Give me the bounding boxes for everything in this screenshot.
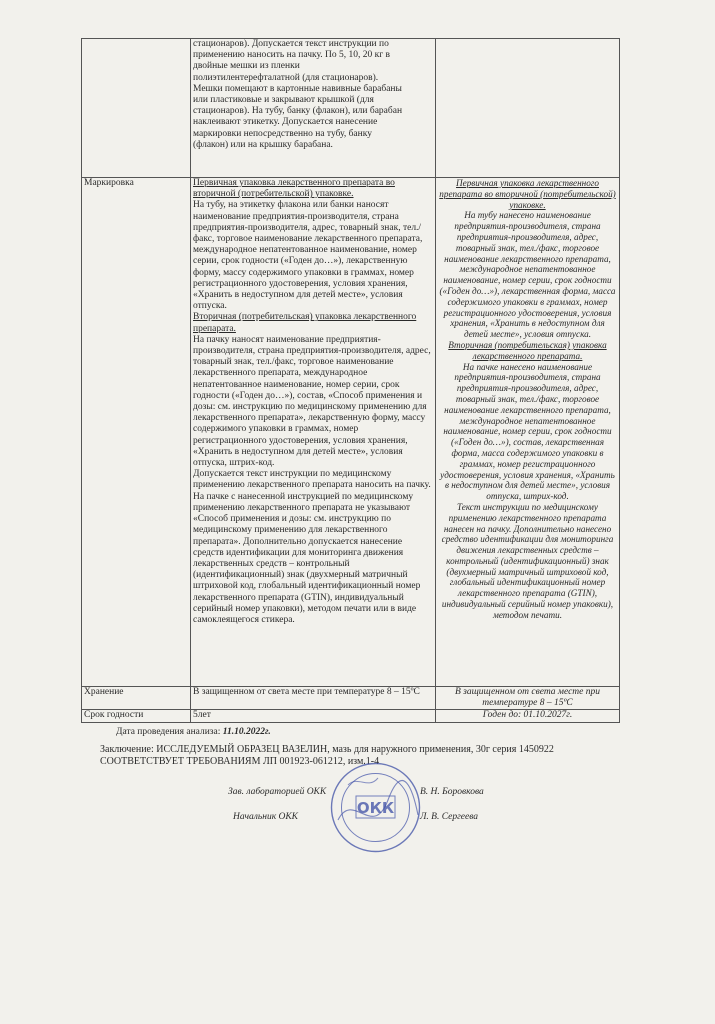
conclusion-prefix: Заключение: xyxy=(100,744,157,755)
analysis-date-label: Дата проведения анализа: xyxy=(116,727,221,737)
packaging-line: применению наносить на пачку. По 5, 10, 20 кг в xyxy=(193,50,391,61)
packaging-line: полиэтилентерефталатной (для стационаров). xyxy=(193,72,379,83)
packaging-line: (флакон) или на крышку барабана. xyxy=(193,139,333,150)
paragraph: На пачке нанесено наименование предприятия-производителя, страна предприятия-производителя, адрес, товарный знак, тел./факс, торговое наименование лекарственного препарата, международное непатентованное наименование, номер серии, срок годности («Годен до…»), состав, лекарственная форма, масса содержимого упаковки в граммах, номер регистрационного удостоверения, условия хранения, «Хранить в недоступном для детей месте», условия отпуска, штрих-код. xyxy=(440,361,615,502)
packaging-line: маркировки непосредственно на тубу, банку xyxy=(193,128,372,139)
section-heading: Первичная упаковка лекарственного препарата во вторичной (потребительской) упаковке. xyxy=(439,178,616,210)
packaging-line: или пластиковые и закрывают крышкой (для xyxy=(193,95,374,106)
chief-name: Л. В. Сергеева xyxy=(420,812,479,822)
table-row-storage xyxy=(82,687,620,710)
packaging-line: стационаров). На тубу, банку (флакон), или барабан xyxy=(193,106,403,117)
packaging-requirement-cell xyxy=(191,39,436,178)
section-heading: Вторичная (потребительская) упаковка лекарственного препарата. xyxy=(193,312,417,334)
table-row-shelf-life xyxy=(82,710,620,722)
paragraph: Допускается текст инструкции по медицинскому применению лекарственного препарата наносить на пачку. На пачке с нанесенной инструкцией по медицинскому применению лекарственного препарата не указывают «Способ применения и дозы: см. инструкцию по медицинскому применению для лекарственного препарата». Дополнительно допускается нанесение средств идентификации для мониторинга движения лекарственных средств – контрольный (идентификационный) знак (двухмерный матричный штриховой код, глобальный идентификационный номер лекарственного препарата (GTIN), индивидуальный серийный номер упаковки), методом печати или в виде самоклеящегося стикера. xyxy=(193,469,431,625)
conclusion-line2: СООТВЕТСТВУЕТ ТРЕБОВАНИЯМ ЛП 001923-061212, изм.1-4 xyxy=(100,756,380,767)
marking-requirement-cell xyxy=(191,178,436,687)
row-label: Срок годности xyxy=(82,710,191,722)
head-lab-name: В. Н. Боровкова xyxy=(420,787,484,797)
cell-empty xyxy=(436,39,620,178)
row-label: Маркировка xyxy=(82,178,191,687)
packaging-line: наклеивают этикетку. Допускается нанесение xyxy=(193,117,378,128)
table-row-packaging xyxy=(82,39,620,178)
paragraph: На пачку наносят наименование предприятия-производителя, страна предприятия-производителя, адрес, товарный знак, тел./факс, торговое наименование лекарственного препарата, международное непатентованное наименование, номер серии, срок годности («Годен до…»), состав, «Способ применения и дозы: см. инструкцию по медицинскому применению для лекарственного препарата», лекарственную форму, массу содержимого упаковки в граммах, номер регистрационного удостоверения, условия хранения, «Хранить в недоступном для детей месте», условия отпуска, штрих-код. xyxy=(193,334,431,469)
storage-result-cell: В защищенном от света месте при температуре 8 – 15ºС xyxy=(436,687,620,710)
paragraph: На тубу нанесено наименование предприятия-производителя, страна предприятия-производителя, адрес, товарный знак, тел./факс, торговое наименование лекарственного препарата, международное непатентованное наименование, номер серии, срок годности («Годен до…»), лекарственная форма, масса содержимого упаковки в граммах, номер регистрационного удостоверения, условия хранения, «Хранить в недоступном для детей месте», условия отпуска. xyxy=(439,210,616,340)
conclusion-text: ИССЛЕДУЕМЫЙ ОБРАЗЕЦ ВАЗЕЛИН, мазь для наружного применения, 30г серия 1450922 xyxy=(156,744,554,755)
paragraph: Текст инструкции по медицинскому применению лекарственного препарата нанесен на пачку. Дополнительно нанесено средство идентификации для мониторинга движения лекарственных средств – контрольный (идентификационный) знак (двухмерный матричный штриховой код, глобальный идентификационный номер лекарственного препарата (GTIN), индивидуальный серийный номер упаковки), методом печати. xyxy=(441,501,614,620)
table-row-marking xyxy=(82,178,620,687)
shelf-life-requirement-cell: 5лет xyxy=(191,710,436,722)
marking-result-cell xyxy=(436,178,620,687)
analysis-date xyxy=(116,727,271,737)
packaging-line: двойные мешки из пленки xyxy=(193,61,300,72)
analysis-date-value: 11.10.2022г. xyxy=(222,727,271,737)
stamp-center-text: ОКК xyxy=(356,799,395,817)
paragraph: На тубу, на этикетку флакона или банки наносят наименование предприятия-производителя, страна предприятия-производителя, адрес, товарный знак, тел./факс, торговое наименование лекарственного препарата, международное непатентованное наименование, номер серии, срок годности («Годен до…»), лекарственную форму, массу содержимого упаковки в граммах, номер регистрационного удостоверения, условия хранения, «Хранить в недоступном для детей месте», условия отпуска. xyxy=(193,200,423,312)
row-label: Хранение xyxy=(82,687,191,710)
packaging-line: стационаров). Допускается текст инструкции по xyxy=(193,39,389,49)
shelf-life-result-cell: Годен до: 01.10.2027г. xyxy=(436,710,620,722)
cell-empty xyxy=(82,39,191,178)
section-heading: Первичная упаковка лекарственного препарата во вторичной (потребительской) упаковке. xyxy=(193,178,395,200)
storage-requirement-cell: В защищенном от света месте при температуре 8 – 15ºС xyxy=(191,687,436,710)
packaging-line: Мешки помещают в картонные навивные барабаны xyxy=(193,83,402,94)
chief-title: Начальник ОКК xyxy=(233,812,298,822)
section-heading: Вторичная (потребительская) упаковка лекарственного препарата. xyxy=(448,339,607,361)
stamp-seal xyxy=(328,760,423,855)
head-lab-title: Зав. лабораторией ОКК xyxy=(228,787,327,797)
spec-table xyxy=(81,38,620,723)
